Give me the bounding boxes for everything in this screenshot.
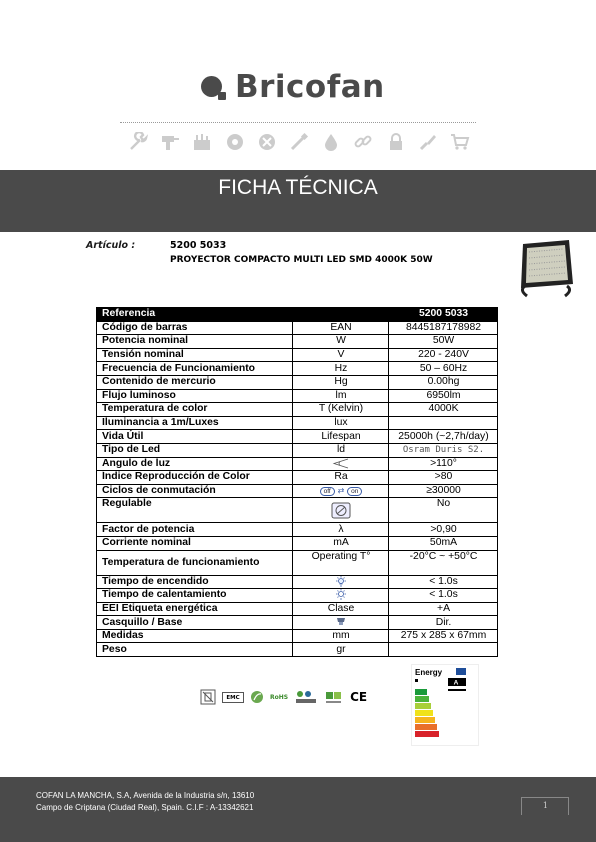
spec-name: Iluminancia a 1m/Luxes: [97, 416, 293, 430]
spec-name: EEI Etiqueta energética: [97, 602, 293, 616]
spec-unit: lux: [293, 416, 389, 430]
spec-table: [96, 307, 498, 657]
spec-unit: ld: [293, 443, 389, 457]
spec-unit: [293, 308, 389, 322]
table-row: [97, 536, 498, 550]
spec-unit: Hz: [293, 362, 389, 376]
spec-unit: λ: [293, 523, 389, 537]
spec-value: 275 x 285 x 67mm: [389, 629, 498, 643]
spec-name: Corriente nominal: [97, 536, 293, 550]
spec-name: Casquillo / Base: [97, 616, 293, 630]
energy-class: A: [453, 679, 459, 687]
recycling-icon: [324, 689, 344, 705]
spec-unit: V: [293, 348, 389, 362]
category-icons: [128, 131, 470, 153]
spec-value: >80: [389, 471, 498, 485]
shopping-cart-icon: [450, 132, 470, 152]
spec-value: 4000K: [389, 403, 498, 417]
tools-bag-icon: [192, 132, 212, 152]
table-row: [97, 403, 498, 417]
spec-unit: [293, 457, 389, 471]
spec-name: Potencia nominal: [97, 335, 293, 349]
beam-angle-icon: [332, 458, 350, 469]
spec-unit: Lifespan: [293, 430, 389, 444]
table-row: [97, 443, 498, 457]
switch-off-icon: off: [320, 487, 335, 496]
spec-name: Tipo de Led: [97, 443, 293, 457]
table-row: [97, 389, 498, 403]
title-banner: [0, 170, 596, 232]
table-row: [97, 589, 498, 603]
article-code: 5200 5033: [170, 240, 227, 251]
ce-mark: [350, 690, 367, 704]
eco-leaf-icon: [250, 690, 264, 704]
spec-name: Factor de potencia: [97, 523, 293, 537]
spec-value: [389, 416, 498, 430]
spec-unit: [293, 484, 389, 498]
drop-icon: [321, 132, 341, 152]
drill-icon: [160, 132, 180, 152]
spec-name: Angulo de luz: [97, 457, 293, 471]
table-row: [97, 471, 498, 485]
table-row: [97, 362, 498, 376]
recycle-bin-icon: [200, 689, 216, 705]
article-name: PROYECTOR COMPACTO MULTI LED SMD 4000K 50W: [170, 255, 433, 265]
table-row: [97, 308, 498, 322]
table-row: [97, 457, 498, 471]
padlock-icon: [386, 132, 406, 152]
spec-value: 50 – 60Hz: [389, 362, 498, 376]
brand-name: Bricofan: [235, 69, 385, 105]
spec-value: 6950lm: [389, 389, 498, 403]
base-socket-icon: [336, 617, 346, 626]
spec-unit: [293, 575, 389, 589]
page-title: FICHA TÉCNICA: [218, 176, 378, 199]
table-row: [97, 575, 498, 589]
spec-name: Vida Útil: [97, 430, 293, 444]
spec-value: 0.00hg: [389, 375, 498, 389]
logo-mark-icon: [199, 72, 229, 102]
table-row: [97, 416, 498, 430]
saw-disc-icon: [225, 132, 245, 152]
table-row: [97, 348, 498, 362]
footer-address-line2: Campo de Criptana (Ciudad Real), Spain. C.I.F : A-13342621: [36, 803, 254, 812]
spec-value: +A: [389, 602, 498, 616]
spec-unit: [293, 589, 389, 603]
certification-logos: [200, 684, 370, 710]
ce-label: CE: [350, 690, 368, 704]
footer-address-line1: COFAN LA MANCHA, S.A, Avenida de la Industria s/n, 13610: [36, 791, 255, 800]
spec-unit: W: [293, 335, 389, 349]
bulb-on-icon: [334, 576, 348, 587]
spec-unit: Operating T°: [293, 550, 389, 575]
rohs-label: RoHS: [270, 693, 289, 701]
dimmer-icon: [331, 502, 351, 519]
spec-value: No: [389, 498, 498, 523]
spec-value: 50W: [389, 335, 498, 349]
spec-name: Temperatura de color: [97, 403, 293, 417]
page-number-box: [521, 797, 569, 815]
table-row: [97, 498, 498, 523]
spec-name: Referencia: [97, 308, 293, 322]
table-row: [97, 629, 498, 643]
table-row: [97, 616, 498, 630]
spec-value: 25000h (~2,7h/day): [389, 430, 498, 444]
spec-name: Ciclos de conmutación: [97, 484, 293, 498]
spec-unit: T (Kelvin): [293, 403, 389, 417]
spec-name: Regulable: [97, 498, 293, 523]
spec-name: Código de barras: [97, 321, 293, 335]
spec-value: < 1.0s: [389, 575, 498, 589]
cut-disc-icon: [257, 132, 277, 152]
table-row: [97, 321, 498, 335]
energy-label: [411, 664, 479, 746]
eco-raee-icon: [294, 688, 318, 706]
table-row: [97, 335, 498, 349]
spec-value: 50mA: [389, 536, 498, 550]
bulb-warmup-icon: [334, 589, 348, 600]
switch-arrows-icon: ⇄: [337, 486, 345, 496]
wrench-icon: [128, 132, 148, 152]
energy-label-header: Energy: [415, 668, 443, 677]
spec-unit: [293, 616, 389, 630]
spec-unit: [293, 498, 389, 523]
spec-unit: mm: [293, 629, 389, 643]
spec-name: Flujo luminoso: [97, 389, 293, 403]
page-number: 1: [542, 801, 548, 810]
spec-value: Osram Duris S2.: [389, 443, 498, 457]
spec-name: Temperatura de funcionamiento: [97, 550, 293, 575]
spec-value: ≥30000: [389, 484, 498, 498]
spec-unit: gr: [293, 643, 389, 657]
spec-name: Frecuencia de Funcionamiento: [97, 362, 293, 376]
spec-value: -20°C ~ +50°C: [389, 550, 498, 575]
page-footer: [0, 777, 596, 842]
table-row: [97, 550, 498, 575]
rohs-logo: [270, 694, 288, 701]
chain-link-icon: [353, 132, 373, 152]
spec-name: Peso: [97, 643, 293, 657]
table-row: [97, 430, 498, 444]
dotted-divider: [120, 122, 476, 123]
spec-value: Dir.: [389, 616, 498, 630]
switch-on-icon: on: [347, 487, 362, 496]
spec-name: Índice Reproducción de Color: [97, 471, 293, 485]
spec-name: Tensión nominal: [97, 348, 293, 362]
article-label: Artículo :: [86, 240, 136, 251]
brand-logo: [199, 70, 385, 104]
brush-icon: [418, 132, 438, 152]
spec-value: >110°: [389, 457, 498, 471]
table-row: [97, 523, 498, 537]
table-row: [97, 643, 498, 657]
spec-unit: Hg: [293, 375, 389, 389]
spec-value: 8445187178982: [389, 321, 498, 335]
spec-name: Medidas: [97, 629, 293, 643]
spec-unit: Ra: [293, 471, 389, 485]
screwdriver-icon: [289, 132, 309, 152]
spec-name: Tiempo de encendido: [97, 575, 293, 589]
spec-value: < 1.0s: [389, 589, 498, 603]
spec-value: [389, 643, 498, 657]
emc-label: EMC: [226, 694, 240, 701]
spec-unit: EAN: [293, 321, 389, 335]
spec-value: >0,90: [389, 523, 498, 537]
spec-unit: mA: [293, 536, 389, 550]
spec-value: 5200 5033: [389, 308, 498, 322]
spec-name: Tiempo de calentamiento: [97, 589, 293, 603]
table-row: [97, 375, 498, 389]
table-row: [97, 602, 498, 616]
spec-name: Contenido de mercurio: [97, 375, 293, 389]
product-image: [517, 238, 575, 300]
spec-value: 220 - 240V: [389, 348, 498, 362]
spec-unit: lm: [293, 389, 389, 403]
table-row: [97, 484, 498, 498]
spec-unit: Clase: [293, 602, 389, 616]
emc-logo: [222, 692, 244, 703]
